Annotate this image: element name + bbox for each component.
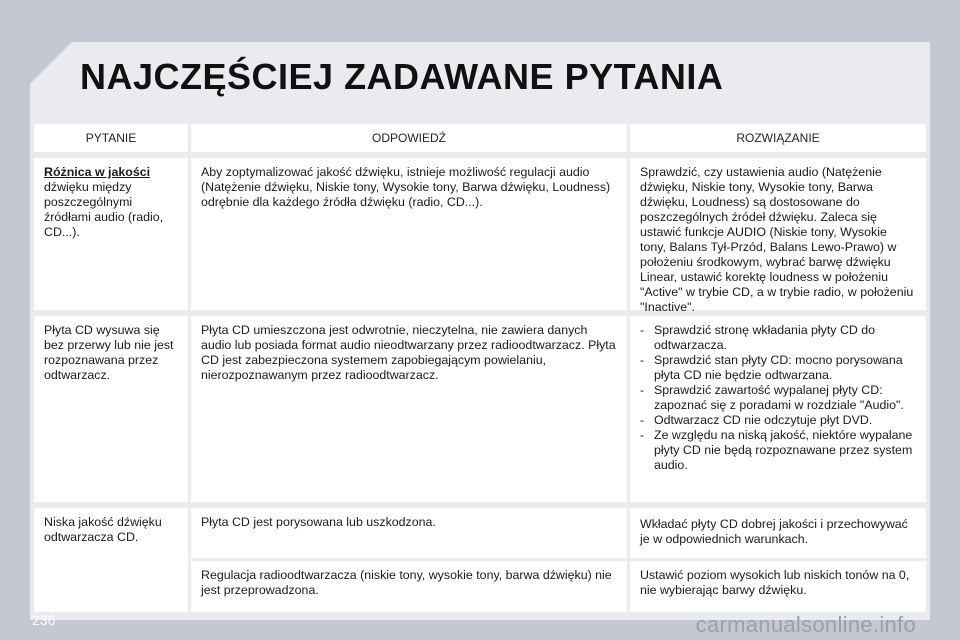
row3-answer-b: Regulacja radioodtwarzacza (niskie tony, wysokie tony, barwa dźwięku) nie jest przeprowadzona. <box>191 561 627 612</box>
row1-question-text: dźwięku między poszczególnymi źródłami audio (radio, CD...). <box>44 180 164 239</box>
row2-question: Płyta CD wysuwa się bez przerwy lub nie jest rozpoznawana przez odtwarzacz. <box>34 316 188 502</box>
row2-solution <box>630 316 926 502</box>
row1-answer: Aby zoptymalizować jakość dźwięku, istnieje możliwość regulacji audio (Natężenie dźwięku, Niskie tony, Wysokie tony, Barwa dźwięku, Loudness) odrębnie dla każdego źródła dźwięku (radio, CD...). <box>191 158 627 310</box>
page-number: 236 <box>32 612 56 628</box>
header-answer: ODPOWIEDŹ <box>191 124 627 152</box>
list-item: - Odtwarzacz CD nie odczytuje płyt DVD. <box>640 413 916 428</box>
row3-question: Niska jakość dźwięku odtwarzacza CD. <box>34 508 188 612</box>
list-item: - Sprawdzić stan płyty CD: mocno porysowana płyta CD nie będzie odtwarzana. <box>640 353 916 383</box>
row3-solution-b: Ustawić poziom wysokich lub niskich tonów na 0, nie wybierając barwy dźwięku. <box>630 561 926 612</box>
page-title: NAJCZĘŚCIEJ ZADAWANE PYTANIA <box>80 56 724 97</box>
row2-answer: Płyta CD umieszczona jest odwrotnie, nieczytelna, nie zawiera danych audio lub posiada format audio nieodtwarzany przez radioodtwarzacz. Płyta CD jest zabezpieczona systemem zapobiegającym powielaniu, nierozpoznawanym przez radioodtwarzacz. <box>191 316 627 502</box>
list-item: - Sprawdzić stronę wkładania płyty CD do odtwarzacza. <box>640 323 916 353</box>
row1-solution: Sprawdzić, czy ustawienia audio (Natężenie dźwięku, Niskie tony, Wysokie tony, Barwa dźwięku, Loudness) są dostosowane do poszczególnych źródeł dźwięku. Zaleca się ustawić funkcje AUDIO (Niskie tony, Wysokie tony, Balans Tył-Przód, Balans Lewo-Prawo) w położeniu środkowym, wybrać barwę dźwięku Linear, ustawić korektę loudness w położeniu "Active" w trybie CD, a w trybie radio, w położeniu "Inactive". <box>630 158 926 310</box>
row1-question <box>34 158 188 310</box>
row3-answer-a: Płyta CD jest porysowana lub uszkodzona. <box>191 508 627 558</box>
header-solution: ROZWIĄZANIE <box>630 124 926 152</box>
watermark: carmanualsonline.info <box>695 612 916 637</box>
row3-solution-a: Wkładać płyty CD dobrej jakości i przechowywać je w odpowiednich warunkach. <box>630 508 926 558</box>
list-item: - Ze względu na niską jakość, niektóre wypalane płyty CD nie będą rozpoznawane przez system audio. <box>640 428 916 473</box>
header-question: PYTANIE <box>34 124 188 152</box>
list-item: - Sprawdzić zawartość wypalanej płyty CD: zapoznać się z poradami w rozdziale "Audio". <box>640 383 916 413</box>
row1-question-bold: Różnica w jakości <box>44 165 151 179</box>
row2-solution-list <box>640 323 916 473</box>
